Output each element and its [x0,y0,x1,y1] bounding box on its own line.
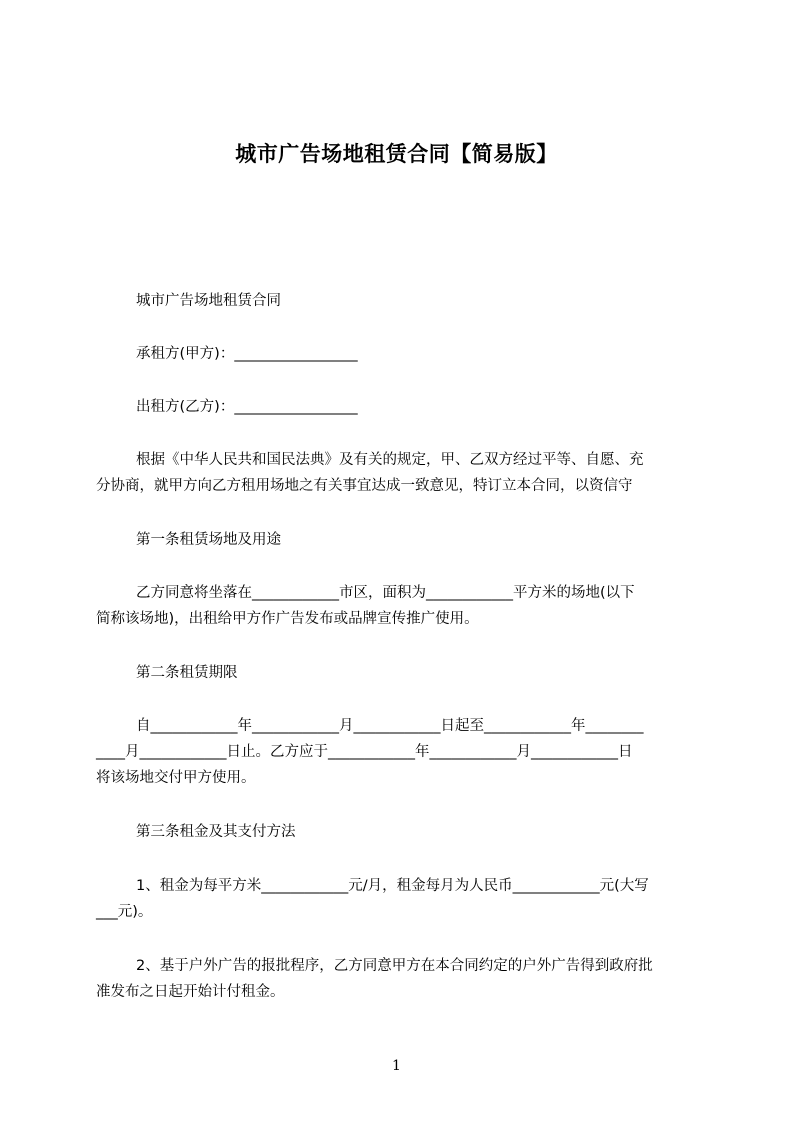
party-a-text: 承租方(甲方)：_________________ [136,346,358,362]
contract-subtitle [96,288,708,314]
page-number: 1 [392,1058,401,1074]
article-1-line-2: 简称该场地)，出租给甲方作广告发布或品牌宣传推广使用。 [96,611,479,627]
document-title: 城市广告场地租赁合同【简易版】 [235,142,558,166]
article-2-heading-text: 第二条租赁期限 [136,665,238,681]
article-3-item-1-line-2: ___元)。 [96,904,153,920]
article-2-line-3: 将该场地交付甲方使用。 [96,770,256,786]
article-1-line-1: 乙方同意将坐落在____________市区，面积为____________平方米的场地(以下 [136,585,635,601]
article-2-heading [96,660,708,686]
preamble-line-1: 根据《中华人民共和国民法典》及有关的规定，甲、乙双方经过平等、自愿、充 [136,452,644,468]
article-1-heading-text: 第一条租赁场地及用途 [136,532,281,548]
party-b-line [96,394,708,420]
article-3-item-2-line-1: 2、基于户外广告的报批程序，乙方同意甲方在本合同约定的户外广告得到政府批 [136,958,653,974]
preamble-line-2: 分协商，就甲方向乙方租用场地之有关事宜达成一致意见，特订立本合同，以资信守 [96,478,633,494]
party-b-text: 出租方(乙方)：_________________ [136,399,358,415]
preamble-paragraph [96,447,708,499]
party-a-line [96,341,708,367]
subtitle-text: 城市广告场地租赁合同 [136,293,281,309]
article-1-paragraph [96,580,708,632]
article-2-line-1: 自____________年____________月____________日起至____________年________ [136,718,644,734]
article-2-line-2: ____月____________日止。乙方应于____________年____________月____________日 [96,744,633,760]
article-2-paragraph [96,713,708,791]
article-3-heading [96,819,708,845]
article-3-item-2 [96,953,708,1005]
article-1-heading [96,527,708,553]
article-3-item-2-line-2: 准发布之日起开始计付租金。 [96,984,285,1000]
article-3-item-1 [96,873,708,925]
article-3-heading-text: 第三条租金及其支付方法 [136,824,296,840]
article-3-item-1-line-1: 1、租金为每平方米____________元/月，租金每月为人民币____________元(大写 [136,878,649,894]
